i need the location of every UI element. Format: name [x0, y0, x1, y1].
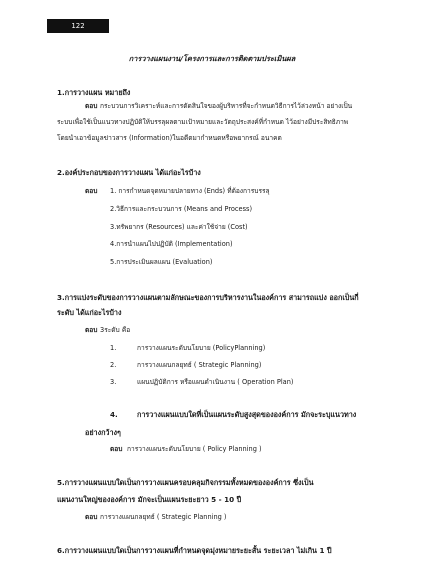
section-1-line-3: โดยนำเอาข้อมูลข่าวสาร (Information)ในอดีตมากำหนดหรือพยากรณ์ อนาคต: [57, 134, 282, 142]
section-1-line-2: ระบบเพื่อใช้เป็นแนวทางปฏิบัติให้บรรลุผลตามเป้าหมายและวัตถุประสงค์ที่กำหนด ไว้อย่างมีประสิทธิภาพ: [57, 118, 349, 126]
page-title: การวางแผนงาน/โครงการและการติดตามประเมินผล: [128, 54, 296, 63]
section-2-item-4: 4.การนำแผนไปปฏิบัติ (Implementation): [110, 240, 233, 248]
section-4-heading-line-2: อย่างกว้างๆ: [85, 428, 121, 437]
section-2-item-1: 1. การกำหนดจุดหมายปลายทาง (Ends) ที่ต้องการบรรลุ: [110, 187, 270, 195]
section-2-item-3: 3.ทรัพยากร (Resources) และค่าใช้จ่าย (Cost): [110, 223, 248, 231]
section-6-heading: 6.การวางแผนแบบใดเป็นการวางแผนที่กำหนดจุดมุ่งหมายระยะสั้น ระยะเวลา ไม่เกิน 1 ปี: [57, 546, 332, 555]
section-3-item-1-number: 1.: [110, 344, 117, 352]
section-4-answer-text: การวางแผนระดับนโยบาย ( Policy Planning ): [127, 445, 262, 453]
section-3-heading-line-2: ระดับ ได้แก่อะไรบ้าง: [57, 308, 122, 317]
section-1-heading: 1.การวางแผน หมายถึง: [57, 88, 131, 97]
section-3-item-2-number: 2.: [110, 361, 117, 369]
section-1-line-1: กระบวนการวิเคราะห์และการตัดสินใจของผู้บริหารที่จะกำหนดวิธีการไว้ล่วงหน้า อย่างเป็น: [100, 102, 353, 110]
section-2-item-2: 2.วิธีการและกระบวนการ (Means and Process): [110, 205, 253, 213]
section-3-item-1-text: การวางแผนระดับนโยบาย (PolicyPlanning): [137, 344, 266, 352]
section-4-number: 4.: [110, 410, 118, 419]
section-3-item-3-text: แผนปฏิบัติการ หรือแผนดำเนินงาน ( Operation Plan): [137, 378, 294, 386]
section-5-heading-line-1: 5.การวางแผนแบบใดเป็นการวางแผนครอบคลุมกิจกรรมทั้งหมดขององค์การ ซึ่งเป็น: [57, 478, 314, 487]
section-4-heading-line-1: การวางแผนแบบใดที่เป็นแผนระดับสูงสุดขององค์การ มักจะระบุแนวทาง: [137, 410, 357, 419]
section-3-item-3-number: 3.: [110, 378, 117, 386]
page-number: 122: [47, 19, 109, 33]
section-2-item-5: 5.การประเมินผลแผน (Evaluation): [110, 258, 213, 266]
section-1-answer-label: ตอบ: [85, 102, 98, 110]
section-4-answer-label: ตอบ: [110, 445, 123, 453]
section-3-answer-text: 3ระดับ คือ: [100, 326, 131, 334]
section-5-answer-label: ตอบ: [85, 513, 98, 521]
section-2-answer-label: ตอบ: [85, 187, 98, 195]
section-3-item-2-text: การวางแผนกลยุทธ์ ( Strategic Planning): [137, 361, 262, 369]
section-3-answer-label: ตอบ: [85, 326, 98, 334]
section-3-heading-line-1: 3.การแบ่งระดับของการวางแผนตามลักษณะของการบริหารงานในองค์การ สามารถแบ่ง ออกเป็นกี่: [57, 293, 359, 302]
section-2-heading: 2.องค์ประกอบของการวางแผน ได้แก่อะไรบ้าง: [57, 168, 201, 177]
section-5-heading-line-2: แผนงานใหญ่ขององค์การ มักจะเป็นแผนระยะยาว 5 - 10 ปี: [57, 495, 242, 504]
section-5-answer-text: การวางแผนกลยุทธ์ ( Strategic Planning ): [100, 513, 227, 521]
